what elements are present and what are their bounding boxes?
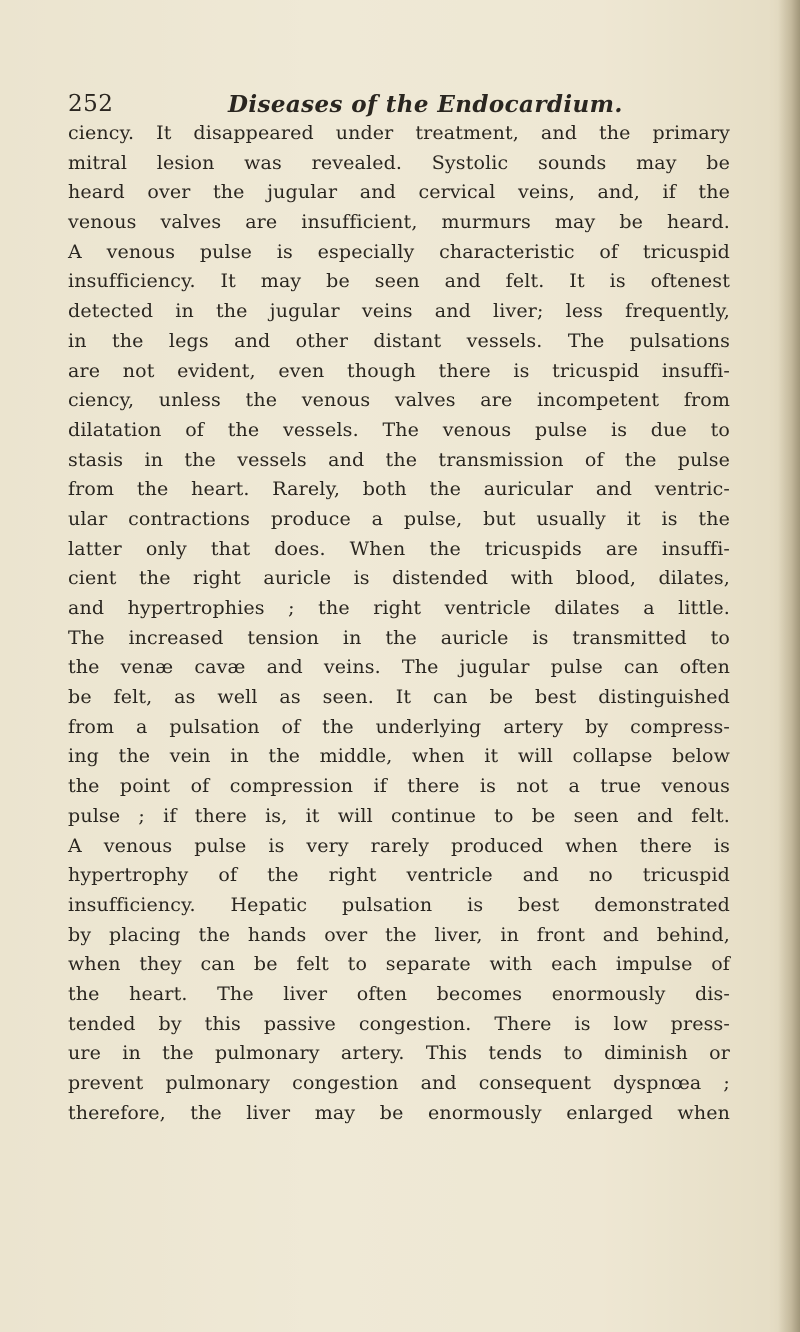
text-line: latter only that does. When the tricuspids are insuffi- bbox=[68, 537, 730, 560]
text-line: ure in the pulmonary artery. This tends to diminish or bbox=[68, 1042, 730, 1065]
text-line: heard over the jugular and cervical veins, and, if the bbox=[68, 181, 730, 204]
text-line: ular contractions produce a pulse, but usually it is the bbox=[68, 507, 730, 530]
text-line: by placing the hands over the liver, in front and behind, bbox=[68, 923, 730, 946]
text-line: A venous pulse is very rarely produced when there is bbox=[68, 834, 730, 857]
text-line: are not evident, even though there is tricuspid insuffi- bbox=[68, 359, 730, 382]
text-line: the point of compression if there is not a true venous bbox=[68, 775, 730, 798]
page-edge-shadow bbox=[778, 0, 800, 1332]
text-line: insufficiency. It may be seen and felt. It is oftenest bbox=[68, 270, 730, 293]
text-line: detected in the jugular veins and liver; less frequently, bbox=[68, 300, 730, 323]
text-line: therefore, the liver may be enormously enlarged when bbox=[68, 1101, 730, 1124]
text-line: insufficiency. Hepatic pulsation is best demonstrated bbox=[68, 893, 730, 916]
text-line: the venæ cavæ and veins. The jugular pulse can often bbox=[68, 656, 730, 679]
text-line: pulse ; if there is, it will continue to be seen and felt. bbox=[68, 804, 730, 827]
text-line: when they can be felt to separate with each impulse of bbox=[68, 953, 730, 976]
page-number: 252 bbox=[68, 91, 114, 117]
text-line: The increased tension in the auricle is transmitted to bbox=[68, 626, 730, 649]
text-line: ing the vein in the middle, when it will collapse below bbox=[68, 745, 730, 768]
body-text bbox=[68, 119, 730, 1128]
text-line: ciency, unless the venous valves are incompetent from bbox=[68, 389, 730, 412]
text-line: in the legs and other distant vessels. The pulsations bbox=[68, 329, 730, 352]
text-line: venous valves are insufficient, murmurs may be heard. bbox=[68, 211, 730, 234]
text-line: from the heart. Rarely, both the auricular and ventric- bbox=[68, 478, 730, 501]
running-head: Diseases of the Endocardium. bbox=[228, 91, 623, 118]
text-line: the heart. The liver often becomes enormously dis- bbox=[68, 982, 730, 1005]
text-line: dilatation of the vessels. The venous pulse is due to bbox=[68, 418, 730, 441]
text-line: mitral lesion was revealed. Systolic sounds may be bbox=[68, 151, 730, 174]
text-line: prevent pulmonary congestion and consequent dyspnœa ; bbox=[68, 1072, 730, 1094]
text-line: and hypertrophies ; the right ventricle dilates a little. bbox=[68, 597, 730, 619]
text-line: A venous pulse is especially characteristic of tricuspid bbox=[68, 240, 730, 263]
text-line: cient the right auricle is distended with blood, dilates, bbox=[68, 567, 730, 590]
text-line: stasis in the vessels and the transmission of the pulse bbox=[68, 448, 730, 471]
text-line: tended by this passive congestion. There is low press- bbox=[68, 1012, 730, 1035]
text-line: from a pulsation of the underlying artery by compress- bbox=[68, 715, 730, 738]
text-line: ciency. It disappeared under treatment, and the primary bbox=[68, 122, 730, 144]
text-line: hypertrophy of the right ventricle and no tricuspid bbox=[68, 864, 730, 887]
text-line: be felt, as well as seen. It can be best distinguished bbox=[68, 686, 730, 709]
